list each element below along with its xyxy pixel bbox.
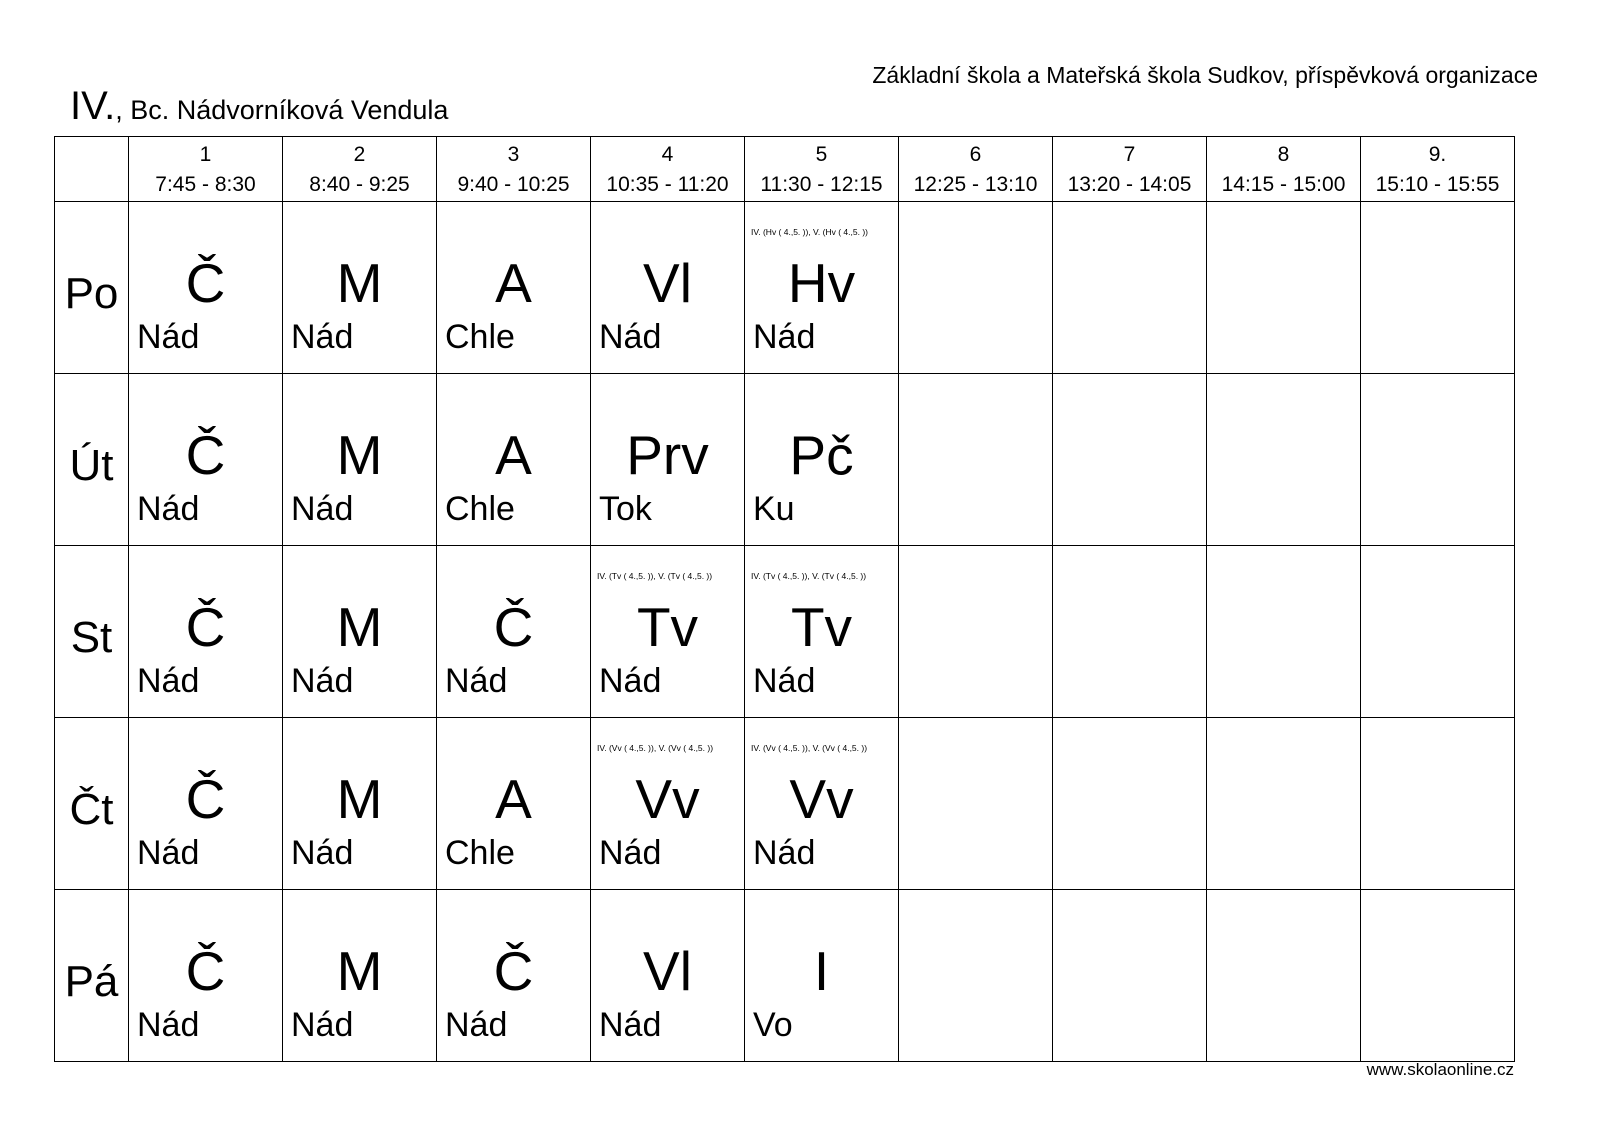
period-time: 12:25 - 13:10 xyxy=(913,173,1038,196)
lesson-teacher: Nád xyxy=(753,318,816,356)
day-label: Pá xyxy=(64,956,119,1006)
lesson-subject: Č xyxy=(185,768,226,830)
page-title xyxy=(70,84,448,129)
lesson-note: IV. (Tv ( 4.,5. )), V. (Tv ( 4.,5. )) xyxy=(751,571,867,581)
lesson-teacher: Nád xyxy=(291,490,354,528)
lesson-teacher: Chle xyxy=(445,834,515,872)
empty-cell xyxy=(1361,202,1515,374)
empty-cell xyxy=(899,374,1053,546)
lesson-subject: M xyxy=(336,596,383,658)
day-label-cell xyxy=(55,718,129,890)
period-time: 11:30 - 12:15 xyxy=(760,173,883,196)
empty-cell xyxy=(1361,546,1515,718)
day-label: St xyxy=(70,612,113,662)
lesson-subject: Tv xyxy=(790,596,853,658)
lesson-teacher: Nád xyxy=(291,1006,354,1044)
lesson-subject: Č xyxy=(493,596,534,658)
empty-cell xyxy=(899,546,1053,718)
lesson-cell xyxy=(591,546,745,718)
lesson-note: IV. (Vv ( 4.,5. )), V. (Vv ( 4.,5. )) xyxy=(597,743,714,753)
lesson-subject: M xyxy=(336,424,383,486)
lesson-cell xyxy=(283,202,437,374)
lesson-teacher: Nád xyxy=(137,662,200,700)
lesson-teacher: Ku xyxy=(753,490,795,528)
day-label: Čt xyxy=(69,784,114,834)
lesson-cell xyxy=(591,718,745,890)
lesson-subject: Č xyxy=(185,596,226,658)
lesson-subject: Vl xyxy=(643,940,692,1002)
empty-cell xyxy=(1053,890,1207,1062)
lesson-cell xyxy=(437,718,591,890)
period-number: 2 xyxy=(353,143,366,166)
lesson-subject: Č xyxy=(185,424,226,486)
lesson-teacher: Nád xyxy=(445,662,508,700)
period-header xyxy=(591,137,745,202)
lesson-subject: Hv xyxy=(787,252,856,314)
lesson-cell xyxy=(745,718,899,890)
class-name: IV. xyxy=(70,84,116,128)
empty-cell xyxy=(899,202,1053,374)
lesson-teacher: Nád xyxy=(753,662,816,700)
lesson-subject: Vv xyxy=(635,768,700,830)
period-number: 5 xyxy=(815,143,828,166)
lesson-teacher: Nád xyxy=(291,662,354,700)
footer-website: www.skolaonline.cz xyxy=(1366,1060,1514,1079)
day-label: Út xyxy=(69,440,114,490)
lesson-cell xyxy=(591,890,745,1062)
period-header xyxy=(283,137,437,202)
lesson-cell xyxy=(283,718,437,890)
lesson-note: IV. (Tv ( 4.,5. )), V. (Tv ( 4.,5. )) xyxy=(597,571,713,581)
lesson-teacher: Nád xyxy=(291,318,354,356)
lesson-cell xyxy=(437,890,591,1062)
lesson-cell xyxy=(591,374,745,546)
lesson-cell xyxy=(129,374,283,546)
period-time: 15:10 - 15:55 xyxy=(1375,173,1500,196)
lesson-cell xyxy=(745,374,899,546)
lesson-teacher: Nád xyxy=(753,834,816,872)
lesson-teacher: Nád xyxy=(599,662,662,700)
lesson-subject: A xyxy=(495,424,532,486)
empty-cell xyxy=(1053,546,1207,718)
lesson-cell xyxy=(283,546,437,718)
period-time: 10:35 - 11:20 xyxy=(606,173,729,196)
period-header xyxy=(1053,137,1207,202)
period-header xyxy=(437,137,591,202)
empty-cell xyxy=(899,718,1053,890)
lesson-teacher: Tok xyxy=(599,490,652,528)
empty-cell xyxy=(1207,202,1361,374)
day-row xyxy=(55,374,1515,546)
day-row xyxy=(55,890,1515,1062)
day-label-cell xyxy=(55,202,129,374)
period-header xyxy=(129,137,283,202)
period-time: 14:15 - 15:00 xyxy=(1221,173,1346,196)
lesson-cell xyxy=(745,202,899,374)
lesson-teacher: Nád xyxy=(137,318,200,356)
timetable-grid xyxy=(54,136,1515,1062)
empty-cell xyxy=(1053,202,1207,374)
lesson-subject: A xyxy=(495,252,532,314)
lesson-teacher: Nád xyxy=(599,318,662,356)
lesson-cell xyxy=(591,202,745,374)
class-teacher: , Bc. Nádvorníková Vendula xyxy=(115,95,449,125)
lesson-teacher: Vo xyxy=(753,1006,793,1044)
empty-cell xyxy=(1207,718,1361,890)
lesson-subject: M xyxy=(336,252,383,314)
day-row xyxy=(55,718,1515,890)
empty-cell xyxy=(1207,890,1361,1062)
lesson-subject: I xyxy=(813,940,830,1002)
lesson-subject: Vv xyxy=(789,768,854,830)
day-label: Po xyxy=(64,268,119,318)
header-row xyxy=(55,137,1515,202)
lesson-subject: Pč xyxy=(789,424,854,486)
period-time: 9:40 - 10:25 xyxy=(457,173,570,196)
period-time: 13:20 - 14:05 xyxy=(1067,173,1192,196)
lesson-subject: Č xyxy=(185,252,226,314)
lesson-subject: A xyxy=(495,768,532,830)
empty-cell xyxy=(1361,890,1515,1062)
lesson-cell xyxy=(129,890,283,1062)
empty-cell xyxy=(1207,374,1361,546)
lesson-teacher: Nád xyxy=(137,490,200,528)
period-header xyxy=(745,137,899,202)
lesson-teacher: Nád xyxy=(137,1006,200,1044)
period-time: 7:45 - 8:30 xyxy=(155,173,256,196)
day-label-cell xyxy=(55,890,129,1062)
lesson-subject: Prv xyxy=(626,424,709,486)
lesson-cell xyxy=(745,890,899,1062)
lesson-teacher: Nád xyxy=(137,834,200,872)
lesson-teacher: Chle xyxy=(445,490,515,528)
period-number: 1 xyxy=(199,143,212,166)
lesson-cell xyxy=(437,374,591,546)
lesson-note: IV. (Hv ( 4.,5. )), V. (Hv ( 4.,5. )) xyxy=(751,227,868,237)
empty-cell xyxy=(899,890,1053,1062)
lesson-cell xyxy=(437,546,591,718)
period-header xyxy=(1361,137,1515,202)
day-row xyxy=(55,202,1515,374)
empty-cell xyxy=(1053,374,1207,546)
lesson-teacher: Nád xyxy=(599,1006,662,1044)
lesson-subject: Č xyxy=(493,940,534,1002)
lesson-teacher: Nád xyxy=(291,834,354,872)
period-number: 7 xyxy=(1123,143,1136,166)
empty-cell xyxy=(1361,374,1515,546)
day-row xyxy=(55,546,1515,718)
lesson-subject: Tv xyxy=(636,596,699,658)
empty-cell xyxy=(1361,718,1515,890)
day-label-cell xyxy=(55,374,129,546)
lesson-teacher: Nád xyxy=(445,1006,508,1044)
period-number: 6 xyxy=(969,143,982,166)
period-number: 4 xyxy=(661,143,674,166)
lesson-cell xyxy=(129,202,283,374)
lesson-note: IV. (Vv ( 4.,5. )), V. (Vv ( 4.,5. )) xyxy=(751,743,868,753)
lesson-cell xyxy=(283,374,437,546)
period-number: 3 xyxy=(507,143,520,166)
lesson-subject: M xyxy=(336,768,383,830)
period-number: 8 xyxy=(1277,143,1290,166)
day-label-cell xyxy=(55,546,129,718)
period-header xyxy=(1207,137,1361,202)
corner-cell xyxy=(55,137,129,202)
period-number: 9. xyxy=(1428,143,1447,166)
lesson-subject: M xyxy=(336,940,383,1002)
empty-cell xyxy=(1207,546,1361,718)
empty-cell xyxy=(1053,718,1207,890)
lesson-cell xyxy=(129,546,283,718)
lesson-cell xyxy=(129,718,283,890)
period-time: 8:40 - 9:25 xyxy=(309,173,410,196)
lesson-teacher: Nád xyxy=(599,834,662,872)
lesson-cell xyxy=(745,546,899,718)
lesson-teacher: Chle xyxy=(445,318,515,356)
lesson-cell xyxy=(283,890,437,1062)
lesson-subject: Vl xyxy=(643,252,692,314)
period-header xyxy=(899,137,1053,202)
lesson-cell xyxy=(437,202,591,374)
school-name: Základní škola a Mateřská škola Sudkov, příspěvková organizace xyxy=(872,62,1538,88)
lesson-subject: Č xyxy=(185,940,226,1002)
